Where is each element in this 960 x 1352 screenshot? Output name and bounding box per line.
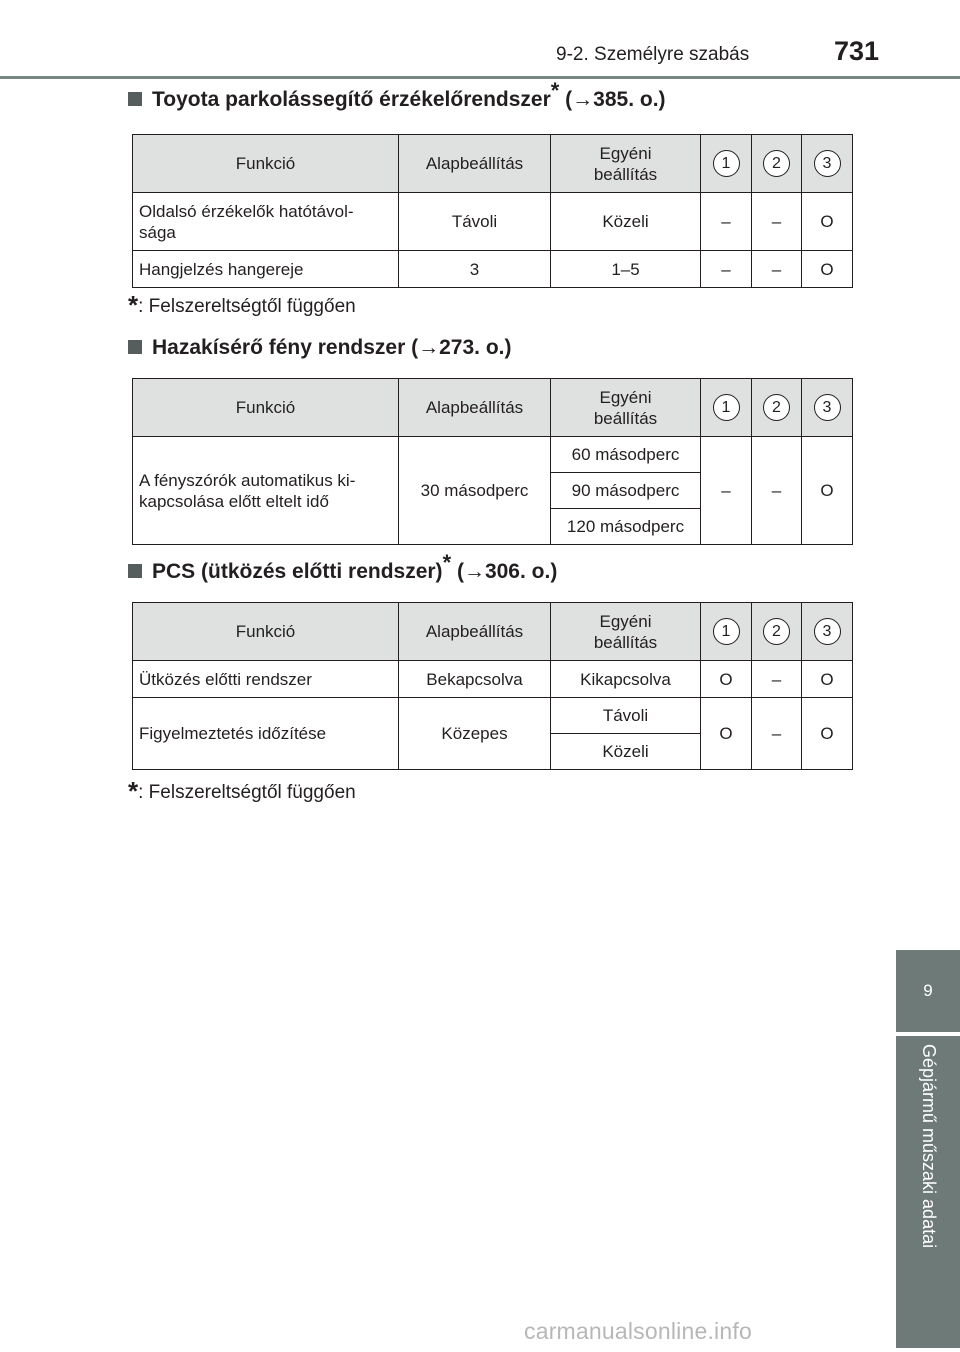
cell-egyeni: 1–5 [551, 251, 701, 288]
section1-title: Toyota parkolássegítő érzékelőrendszer [152, 88, 551, 111]
cell-funkcio: Figyelmeztetés időzítése [133, 698, 399, 770]
header-alap: Alapbeállítás [399, 603, 551, 661]
table-header-row [133, 135, 853, 193]
table-row [133, 661, 853, 698]
table-row [133, 698, 853, 734]
header-method-1 [701, 135, 752, 193]
cell-method-1: – [701, 251, 752, 288]
table-row [133, 437, 853, 473]
header-method-3 [802, 379, 853, 437]
header-funkcio: Funkció [133, 135, 399, 193]
circled-3-icon: 3 [814, 150, 841, 177]
header-egyeni [551, 603, 701, 661]
footnote-text: : Felszereltségtől függően [138, 296, 356, 317]
header-method-2 [752, 135, 802, 193]
cell-egyeni-option: Közeli [551, 734, 701, 770]
circled-2-icon: 2 [763, 394, 790, 421]
cell-method-1: O [701, 698, 752, 770]
section3-table [132, 602, 853, 770]
circled-1-icon: 1 [713, 618, 740, 645]
cell-method-1: O [701, 661, 752, 698]
header-rule [0, 76, 960, 79]
cell-alap: Bekapcsolva [399, 661, 551, 698]
cell-method-2: – [752, 698, 802, 770]
section2-heading [128, 336, 512, 360]
section3-footnote [128, 776, 356, 806]
table-row [133, 251, 853, 288]
cell-method-3: O [802, 193, 853, 251]
cell-egyeni: Kikapcsolva [551, 661, 701, 698]
header-method-1 [701, 379, 752, 437]
header-egyeni [551, 379, 701, 437]
table-row [133, 193, 853, 251]
cell-method-2: – [752, 437, 802, 545]
cell-egyeni: Közeli [551, 193, 701, 251]
header-egyeni-line1: Egyéni [599, 143, 652, 163]
chapter-tab-number[interactable] [896, 950, 960, 1032]
cell-alap: 3 [399, 251, 551, 288]
cell-method-3: O [802, 661, 853, 698]
header-method-2 [752, 379, 802, 437]
header-alap: Alapbeállítás [399, 135, 551, 193]
header-method-3 [802, 603, 853, 661]
cell-funkcio [133, 437, 399, 545]
chapter-label: Gépjármű műszaki adatai [919, 1044, 939, 1249]
header-funkcio: Funkció [133, 379, 399, 437]
section1-footnote [128, 290, 356, 320]
cell-alap: Közepes [399, 698, 551, 770]
cell-egyeni-option: Távoli [551, 698, 701, 734]
cell-funkcio-line1: Oldalsó érzékelők hatótávol- [139, 201, 354, 221]
circled-2-icon: 2 [763, 150, 790, 177]
asterisk-icon: * [128, 776, 139, 806]
section2-table [132, 378, 853, 545]
table-header-row [133, 379, 853, 437]
watermark: carmanualsonline.info [524, 1318, 752, 1344]
arrow-icon: → [463, 560, 485, 583]
section3-ref-link[interactable]: 306. o.) [484, 560, 558, 583]
cell-funkcio-line1: A fényszórók automatikus ki- [139, 470, 356, 490]
arrow-icon: → [572, 88, 594, 111]
circled-1-icon: 1 [713, 394, 740, 421]
section2-ref-link[interactable]: 273. o.) [439, 336, 512, 359]
ref-open: ( [451, 560, 464, 583]
section3-heading [128, 550, 558, 584]
header-funkcio: Funkció [133, 603, 399, 661]
cell-method-2: – [752, 193, 802, 251]
cell-alap: 30 másodperc [399, 437, 551, 545]
cell-method-1: – [701, 437, 752, 545]
cell-funkcio: Hangjelzés hangereje [133, 251, 399, 288]
ref-open: ( [559, 88, 573, 111]
circled-2-icon: 2 [763, 618, 790, 645]
header-egyeni [551, 135, 701, 193]
header-method-1 [701, 603, 752, 661]
ref-open: ( [405, 336, 419, 359]
section1-ref-link[interactable]: 385. o.) [593, 88, 666, 111]
table-header-row [133, 603, 853, 661]
header-alap: Alapbeállítás [399, 379, 551, 437]
header-egyeni-line2: beállítás [593, 408, 658, 428]
asterisk-icon: * [128, 290, 139, 320]
header-egyeni-line2: beállítás [593, 632, 658, 652]
cell-alap: Távoli [399, 193, 551, 251]
cell-funkcio [133, 193, 399, 251]
header-egyeni-line2: beállítás [593, 164, 658, 184]
cell-method-1: – [701, 193, 752, 251]
cell-egyeni-option: 60 másodperc [551, 437, 701, 473]
cell-method-3: O [802, 698, 853, 770]
cell-funkcio-line2: kapcsolása előtt eltelt idő [139, 491, 329, 511]
asterisk-icon: * [442, 550, 452, 575]
square-bullet-icon [128, 340, 142, 354]
circled-3-icon: 3 [814, 618, 841, 645]
cell-egyeni-option: 120 másodperc [551, 509, 701, 545]
page-number: 731 [834, 36, 880, 66]
footnote-text: : Felszereltségtől függően [138, 782, 356, 803]
square-bullet-icon [128, 564, 142, 578]
cell-method-2: – [752, 251, 802, 288]
arrow-icon: → [418, 336, 440, 359]
chapter-tab-label[interactable] [896, 1036, 960, 1348]
header-method-2 [752, 603, 802, 661]
section1-table [132, 134, 853, 288]
asterisk-icon: * [550, 78, 560, 103]
chapter-number: 9 [923, 981, 933, 1000]
cell-method-3: O [802, 437, 853, 545]
section2-title: Hazakísérő fény rendszer [152, 336, 406, 359]
cell-egyeni-option: 90 másodperc [551, 473, 701, 509]
circled-1-icon: 1 [713, 150, 740, 177]
cell-method-3: O [802, 251, 853, 288]
header-method-3 [802, 135, 853, 193]
cell-funkcio: Ütközés előtti rendszer [133, 661, 399, 698]
section-title: 9-2. Személyre szabás [556, 44, 750, 65]
square-bullet-icon [128, 92, 142, 106]
section1-heading [128, 78, 666, 112]
header-egyeni-line1: Egyéni [599, 387, 652, 407]
header-egyeni-line1: Egyéni [599, 611, 652, 631]
cell-funkcio-line2: sága [139, 222, 176, 242]
circled-3-icon: 3 [814, 394, 841, 421]
cell-method-2: – [752, 661, 802, 698]
section3-title: PCS (ütközés előtti rendszer) [152, 560, 443, 583]
